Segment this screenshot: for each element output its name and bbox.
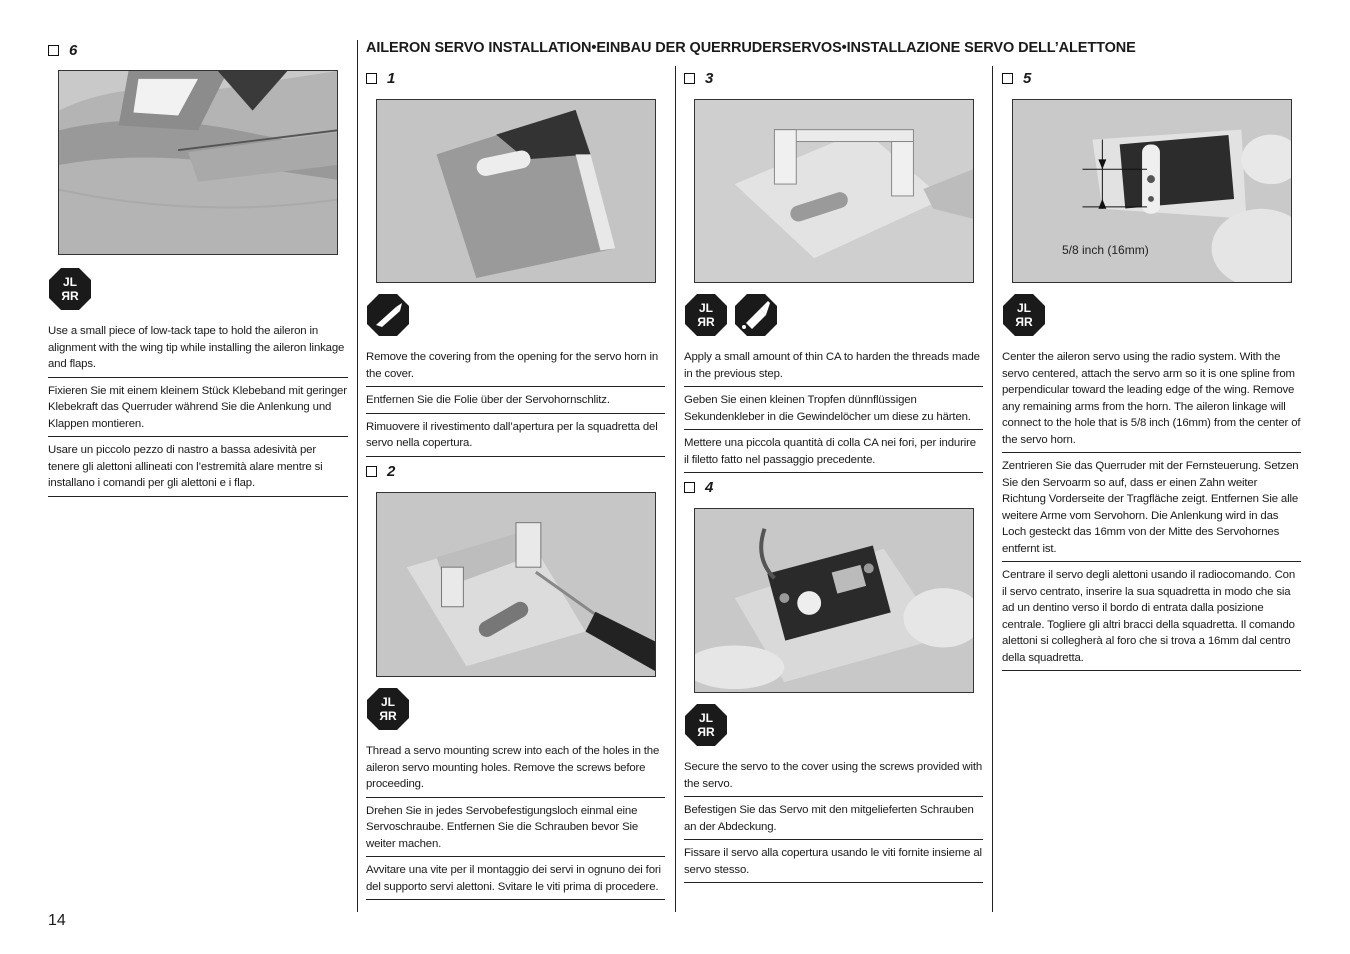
checkbox-icon bbox=[48, 45, 59, 56]
step-5-icons bbox=[1002, 293, 1301, 337]
page-number: 14 bbox=[48, 912, 66, 929]
ca-glue-photo bbox=[695, 100, 973, 282]
aileron-jl-rr-icon bbox=[684, 703, 728, 747]
step-4-photo bbox=[694, 508, 974, 693]
step-6-header bbox=[48, 40, 348, 60]
svg-text:JL: JL bbox=[380, 695, 396, 709]
step-number: 1 bbox=[387, 69, 396, 87]
servo-mount-screwdriver-photo bbox=[377, 493, 655, 676]
step-3-icons bbox=[684, 293, 983, 337]
step-4-text-de: Befestigen Sie das Servo mit den mitgelieferten Schrauben an der Abdeckung. bbox=[684, 802, 983, 840]
step-6-photo bbox=[58, 70, 338, 255]
step-2-section bbox=[366, 461, 665, 905]
svg-text:ЯR: ЯR bbox=[697, 725, 715, 739]
step-6-section bbox=[48, 40, 348, 502]
page-title: AILERON SERVO INSTALLATION•EINBAU DER QUERRUDERSERVOS•INSTALLAZIONE SERVO DELL’ALETTONE bbox=[366, 40, 1136, 56]
checkbox-icon bbox=[684, 482, 695, 493]
aileron-jl-rr-icon bbox=[1002, 293, 1046, 337]
step-2-header bbox=[366, 461, 665, 481]
step-1-section bbox=[366, 68, 665, 462]
step-1-header bbox=[366, 68, 665, 88]
aileron-jl-rr-icon bbox=[366, 687, 410, 731]
step-5-text-en: Center the aileron servo using the radio system. With the servo centered, attach the servo arm so it is one spline from perpendicular toward the leading edge of the wing. Remove any remaining arms from the horn. The aileron linkage will connect to the hole that is 5/8 inch (16mm) from the center of the servo horn. bbox=[1002, 349, 1301, 453]
step-1-icons bbox=[366, 293, 665, 337]
step-5-text-de: Zentrieren Sie das Querruder mit der Fernsteuerung. Setzen Sie den Servoarm so auf, dass er einen Zahn weiter Richtung Vorderseite der Tragfläche zeigt. Entfernen Sie alle weitere Arme vom Servohorn. Die Anlenkung wird in das Loch gesteckt das 16mm von der Mitte des Servohornes entfernt ist. bbox=[1002, 458, 1301, 562]
step-2-text-en: Thread a servo mounting screw into each of the holes in the aileron servo mounting holes. Remove the screws before proceeding. bbox=[366, 743, 665, 798]
step-3-section bbox=[684, 68, 983, 478]
step-4-text-it: Fissare il servo alla copertura usando le viti fornite insieme al servo stesso. bbox=[684, 845, 983, 883]
checkbox-icon bbox=[366, 466, 377, 477]
step-2-icons bbox=[366, 687, 665, 731]
svg-text:ЯR: ЯR bbox=[379, 709, 397, 723]
svg-text:JL: JL bbox=[698, 301, 714, 315]
aileron-jl-rr-icon bbox=[684, 293, 728, 337]
step-6-text-de: Fixieren Sie mit einem kleinem Stück Klebeband mit geringer Klebekraft das Querruder während Sie die Anlenkung und Klappen montieren. bbox=[48, 383, 348, 438]
step-1-text-de: Entfernen Sie die Folie über der Servohornschlitz. bbox=[366, 392, 665, 414]
checkbox-icon bbox=[684, 73, 695, 84]
checkbox-icon bbox=[1002, 73, 1013, 84]
servo-secured-photo bbox=[695, 509, 973, 692]
step-1-text-it: Rimuovere il rivestimento dall’apertura per la squadretta del servo nella copertura. bbox=[366, 419, 665, 457]
measurement-label: 5/8 inch (16mm) bbox=[1062, 243, 1149, 257]
svg-text:JL: JL bbox=[62, 275, 78, 289]
step-5-section bbox=[1002, 68, 1301, 676]
svg-text:JL: JL bbox=[1016, 301, 1032, 315]
column-divider-1 bbox=[357, 40, 358, 912]
wing-tip-photo bbox=[59, 71, 337, 254]
step-number: 5 bbox=[1023, 69, 1032, 87]
ca-glue-bottle-icon bbox=[734, 293, 778, 337]
servo-arm-photo bbox=[1013, 100, 1291, 282]
svg-text:ЯR: ЯR bbox=[61, 289, 79, 303]
step-number: 2 bbox=[387, 462, 396, 480]
aileron-jl-rr-icon bbox=[48, 267, 92, 311]
step-6-text-it: Usare un piccolo pezzo di nastro a bassa adesività per tenere gli alettoni allineati con l’estremità alare mentre si installano i comandi per gli alettoni e i flap. bbox=[48, 442, 348, 497]
step-4-header bbox=[684, 477, 983, 497]
step-3-text-it: Mettere una piccola quantità di colla CA nei fori, per indurire il filetto fatto nel passaggio precedente. bbox=[684, 435, 983, 473]
step-5-header bbox=[1002, 68, 1301, 88]
step-4-icons bbox=[684, 703, 983, 747]
checkbox-icon bbox=[366, 73, 377, 84]
step-2-text-it: Avvitare una vite per il montaggio dei servi in ognuno dei fori del supporto servi alettoni. Svitare le viti prima di procedere. bbox=[366, 862, 665, 900]
step-4-section bbox=[684, 477, 983, 888]
step-number: 4 bbox=[705, 478, 714, 496]
servo-cover-photo bbox=[377, 100, 655, 282]
step-number: 3 bbox=[705, 69, 714, 87]
step-5-photo bbox=[1012, 99, 1292, 283]
step-3-text-de: Geben Sie einen kleinen Tropfen dünnflüssigen Sekundenkleber in die Gewindelöcher um diese zu härten. bbox=[684, 392, 983, 430]
column-divider-3 bbox=[992, 66, 993, 912]
step-number: 6 bbox=[69, 41, 78, 59]
hobby-knife-icon bbox=[366, 293, 410, 337]
svg-text:ЯR: ЯR bbox=[697, 315, 715, 329]
column-divider-2 bbox=[675, 66, 676, 912]
step-3-text-en: Apply a small amount of thin CA to harden the threads made in the previous step. bbox=[684, 349, 983, 387]
step-3-header bbox=[684, 68, 983, 88]
step-6-text-en: Use a small piece of low-tack tape to hold the aileron in alignment with the wing tip while installing the aileron linkage and flaps. bbox=[48, 323, 348, 378]
step-3-photo bbox=[694, 99, 974, 283]
step-2-photo bbox=[376, 492, 656, 677]
step-2-text-de: Drehen Sie in jedes Servobefestigungsloch einmal eine Servoschraube. Entfernen Sie die Schrauben bevor Sie weiter machen. bbox=[366, 803, 665, 858]
step-1-text-en: Remove the covering from the opening for the servo horn in the cover. bbox=[366, 349, 665, 387]
step-4-text-en: Secure the servo to the cover using the screws provided with the servo. bbox=[684, 759, 983, 797]
svg-text:JL: JL bbox=[698, 711, 714, 725]
step-1-photo bbox=[376, 99, 656, 283]
step-6-icons bbox=[48, 267, 348, 311]
svg-text:ЯR: ЯR bbox=[1015, 315, 1033, 329]
step-5-text-it: Centrare il servo degli alettoni usando il radiocomando. Con il servo centrato, inserire la sua squadretta in modo che sia ad un dentino verso il bordo di entrata dalla posizione centrale. Togliere gli altri bracci della squadretta. Il comando alettoni si collegherà al foro che si trova a 16mm dal centro della squadretta. bbox=[1002, 567, 1301, 671]
